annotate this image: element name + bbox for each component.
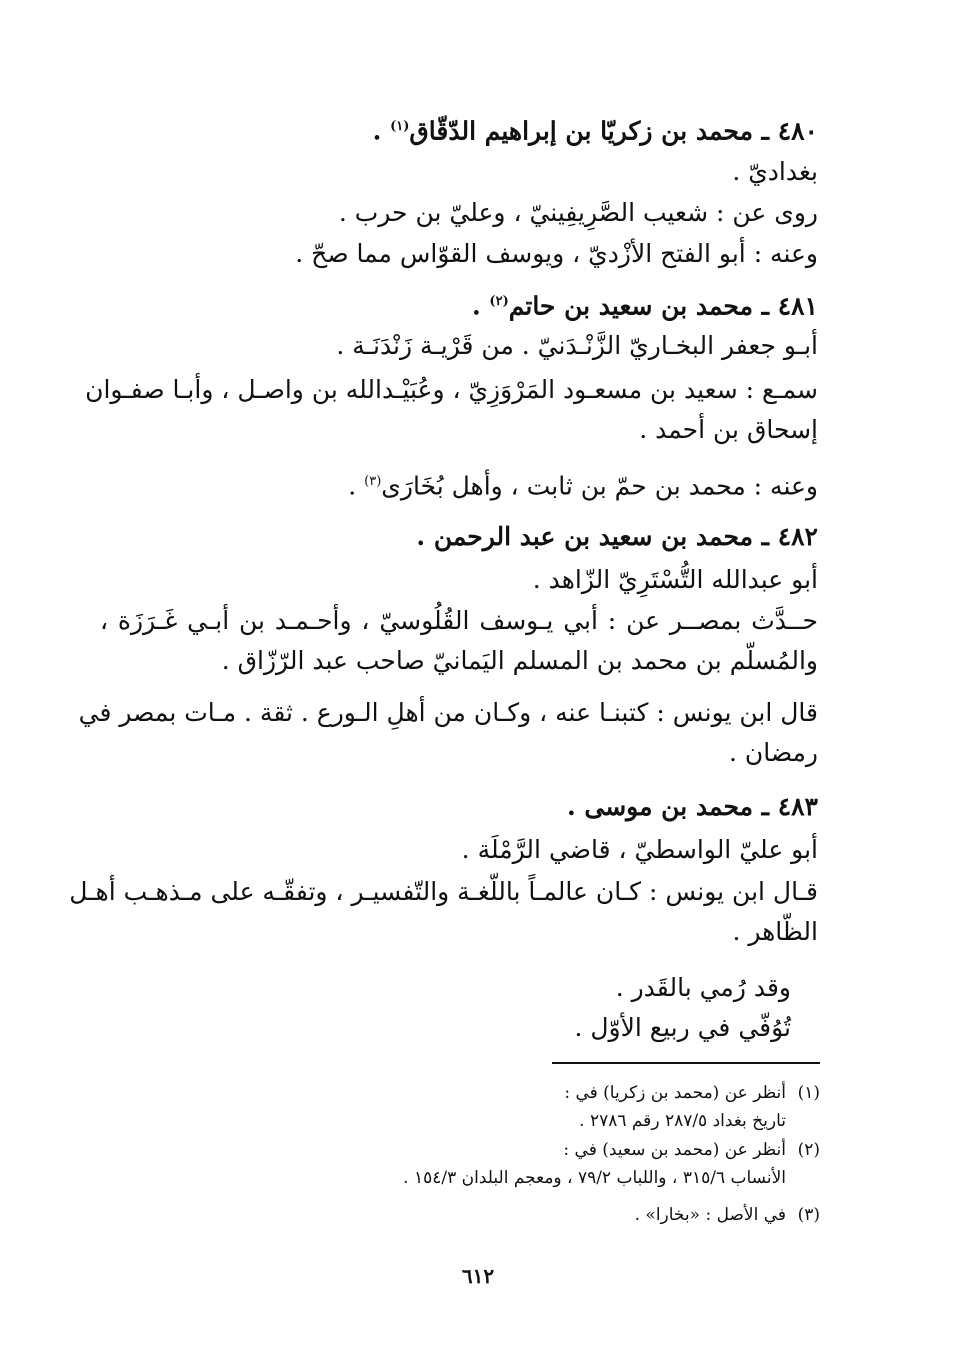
entry-482-line: حــدَّث بمصــر عن : أبي يـوسف القُلُوسيّ ، وأحـمـد بن أبـي غَـرَزَة ، bbox=[100, 606, 818, 635]
footnote-text: أنظر عن (محمد بن زكريا) في : bbox=[564, 1083, 786, 1103]
entry-481-line: أبـو جعفر البخـاريّ الزَّنْـدَنيّ . من قَرْيـة زَنْدَنَـة . bbox=[336, 331, 818, 360]
entry-480-line: بغداديّ . bbox=[732, 157, 818, 186]
footnote-ref-3: (٣) bbox=[364, 474, 382, 489]
entry-482-heading: ٤٨٢ ـ محمد بن سعيد بن عبد الرحمن . bbox=[416, 522, 818, 551]
entry-483-line: أبو عليّ الواسطيّ ، قاضي الرَّمْلَة . bbox=[461, 835, 818, 864]
footnote-ref-2: (٢) bbox=[489, 294, 509, 309]
entry-482-line: أبو عبدالله التُّسْتَرِيّ الزّاهد . bbox=[532, 565, 818, 594]
entry-480-line: روى عن : شعيب الصَّرِيفِينيّ ، وعليّ بن حرب . bbox=[338, 198, 818, 227]
footnote-text: تاريخ بغداد ٢٨٧/٥ رقم ٢٧٨٦ . bbox=[579, 1111, 786, 1131]
entry-481-line: سمـع : سعيد بن مسعـود المَرْوَزِيّ ، وعُبَيْـدالله بن واصـل ، وأبـا صفـوان bbox=[85, 375, 818, 404]
footnote-number: (٣) bbox=[797, 1205, 820, 1225]
footnote-number: (١) bbox=[797, 1083, 820, 1103]
entry-483-line: تُوُفّي في ربيع الأوّل . bbox=[574, 1013, 791, 1042]
entry-483-line: الظّاهر . bbox=[732, 917, 818, 946]
footnote-text: الأنساب ٣١٥/٦ ، واللباب ٧٩/٢ ، ومعجم البلدان ١٥٤/٣ . bbox=[403, 1168, 786, 1188]
entry-483-heading: ٤٨٣ ـ محمد بن موسى . bbox=[566, 792, 818, 821]
footnote-divider bbox=[552, 1062, 820, 1064]
entry-481-heading: ٤٨١ ـ محمد بن سعيد بن حاتم$^{(٢)}$ . bbox=[472, 291, 818, 321]
entry-482-line: قال ابن يونس : كتبنـا عنه ، وكـان من أهلِ الـورع . ثقة . مـات بمصر في bbox=[78, 698, 818, 727]
entry-483-line: قـال ابن يونس : كـان عالمـاً باللّغـة والتّفسيـر ، وتفقّـه على مـذهـب أهـل bbox=[69, 877, 818, 906]
footnote-text: في الأصل : «بخارا» . bbox=[634, 1205, 786, 1225]
entry-482-line: والمُسلّم بن محمد بن المسلم اليَمانيّ صاحب عبد الرّزّاق . bbox=[221, 646, 818, 675]
footnote-ref-1: (١) bbox=[390, 119, 410, 134]
entry-481-line: إسحاق بن أحمد . bbox=[639, 415, 818, 444]
entry-480-line: وعنه : أبو الفتح الأزْديّ ، ويوسف القوّاس مما صحّ . bbox=[295, 239, 818, 268]
entry-483-line: وقد رُمي بالقَدر . bbox=[615, 973, 791, 1002]
entry-481-line: وعنه : محمد بن حمّ بن ثابت ، وأهل بُخَارَى$^{(٣)}$ . bbox=[348, 471, 818, 501]
page-number: ٦١٢ bbox=[461, 1264, 495, 1288]
entry-480-heading: ٤٨٠ ـ محمد بن زكريّا بن إبراهيم الدّقّاق$^{(١)}$ . bbox=[372, 116, 818, 146]
footnote-number: (٢) bbox=[797, 1140, 820, 1160]
footnote-text: أنظر عن (محمد بن سعيد) في : bbox=[563, 1140, 786, 1160]
entry-482-line: رمضان . bbox=[728, 738, 818, 767]
